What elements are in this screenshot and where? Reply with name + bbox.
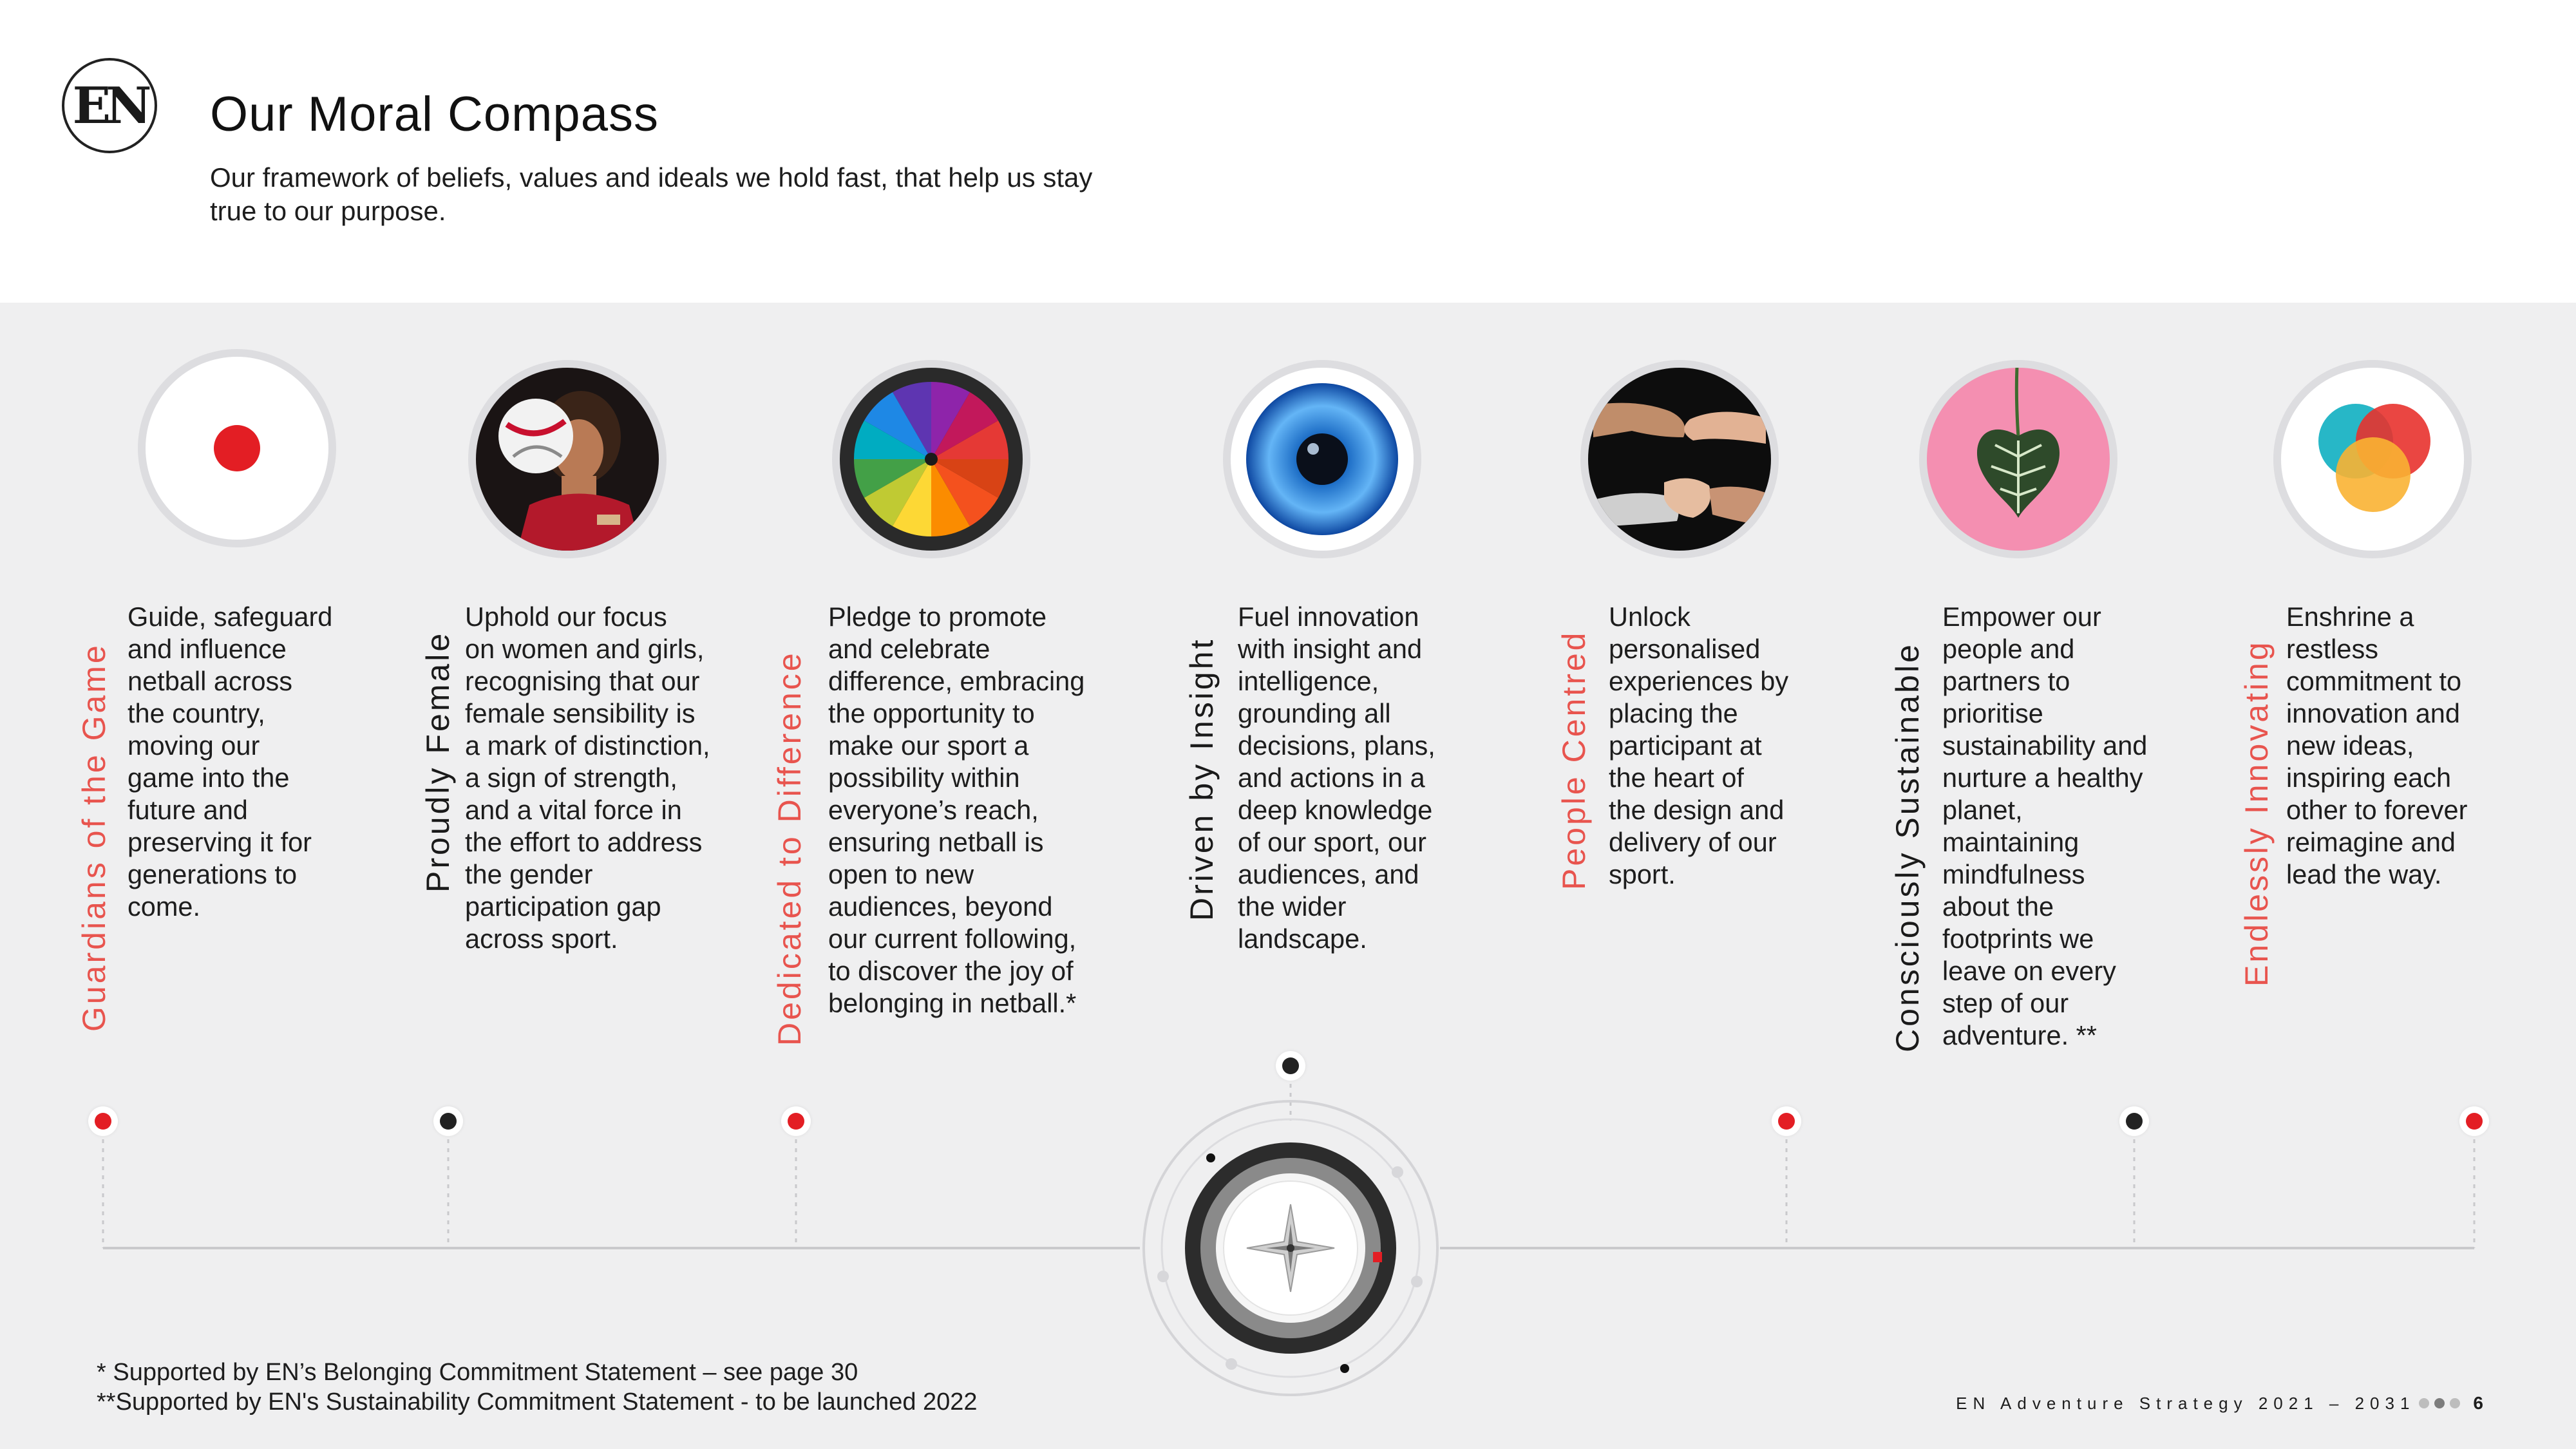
value-label-consciously-sustainable: Consciously Sustainable [1889, 642, 1926, 1052]
timeline-marker-people-centred [1772, 1106, 1801, 1136]
value-label-dedicated: Dedicated to Difference [772, 650, 808, 1046]
page-title: Our Moral Compass [210, 87, 659, 142]
pagination-dots[interactable] [2419, 1398, 2460, 1408]
timeline-marker-driven-by-insight [1276, 1051, 1305, 1081]
value-description-consciously-sustainable: Empower our people and partners to prioritise sustainability and nurture a healthy planet, maintaining mindfulness about the footprints we leave on every step of our adventure. ** [1942, 601, 2148, 1050]
value-label-driven-by-insight: Driven by Insight [1184, 637, 1220, 921]
value-label-people-centred: People Centred [1556, 630, 1592, 890]
logo-text: EN [72, 76, 147, 135]
value-description-dedicated: Pledge to promote and celebrate difference, embracing the opportunity to make our sport a possibility within everyone’s reach, ensuring netball is open to new audiences, beyond our current following, to discover the joy of belonging in netball.* [828, 601, 1085, 1018]
page-subtitle: Our framework of beliefs, values and ideals we hold fast, that help us stay true to our purpose. [210, 162, 1093, 226]
document-title: EN Adventure Strategy 2021 – 2031 [1956, 1393, 2416, 1413]
value-description-people-centred: Unlock personalised experiences by placing the participant at the heart of the design and delivery of our sport. [1609, 601, 1789, 889]
value-label-proudly-female: Proudly Female [420, 630, 456, 893]
timeline-marker-guardians [88, 1106, 118, 1136]
value-label-endlessly-innovating: Endlessly Innovating [2239, 639, 2275, 987]
footnote-sustainability: **Supported by EN's Sustainability Commitment Statement - to be launched 2022 [97, 1388, 978, 1416]
footnote-belonging: * Supported by EN’s Belonging Commitment Statement – see page 30 [97, 1359, 858, 1386]
timeline-marker-dedicated [781, 1106, 811, 1136]
value-description-guardians: Guide, safeguard and influence netball across the country, moving our game into the future and preserving it for generations to come. [128, 601, 333, 922]
timeline-marker-endlessly-innovating [2459, 1106, 2489, 1136]
page-number: 6 [2473, 1393, 2483, 1413]
value-description-proudly-female: Uphold our focus on women and girls, recognising that our female sensibility is a mark of distinction, a sign of strength, and a vital force in the effort to address the gender participation gap across sport. [465, 601, 710, 954]
page-footer [1956, 1393, 2483, 1414]
value-label-guardians: Guardians of the Game [76, 643, 112, 1032]
timeline-marker-proudly-female [433, 1106, 463, 1136]
compass-icon [1144, 1101, 1437, 1395]
timeline-marker-consciously-sustainable [2119, 1106, 2149, 1136]
value-description-endlessly-innovating: Enshrine a restless commitment to innovation and new ideas, inspiring each other to forever reimagine and lead the way. [2286, 601, 2468, 889]
footnotes [97, 1358, 978, 1417]
value-description-driven-by-insight: Fuel innovation with insight and intelligence, grounding all decisions, plans, and actions in a deep knowledge of our sport, our audiences, and the wider landscape. [1238, 601, 1435, 954]
